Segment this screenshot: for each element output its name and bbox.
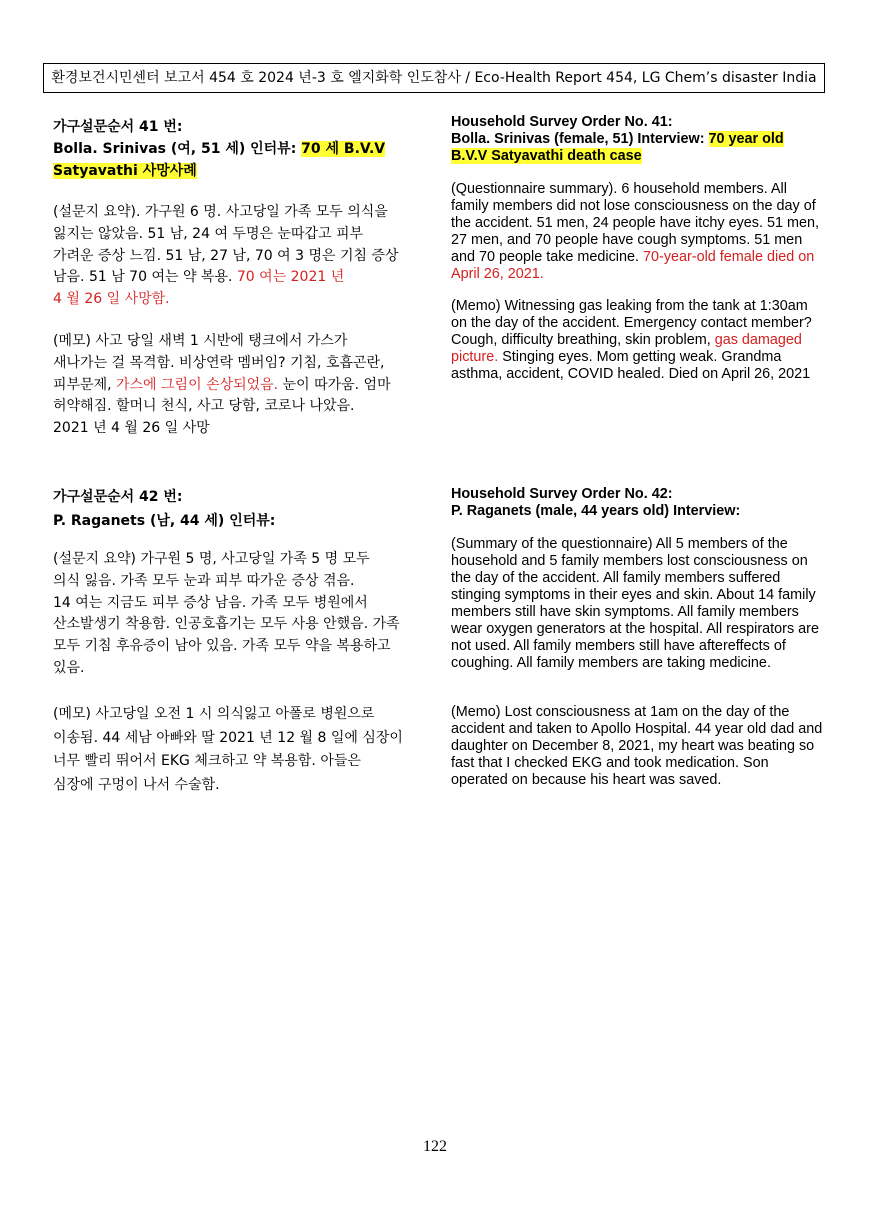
case41-ko-title-line3 bbox=[53, 160, 423, 182]
case42-ko-summary-line: 14 여는 지금도 피부 증상 남음. 가족 모두 병원에서 bbox=[53, 594, 368, 611]
case41-en-memo-text: (Memo) Witnessing gas leaking from the tank at 1:30am on the day of the accident. Emergency contact member? Cough, difficulty breathing, skin problem, bbox=[451, 298, 812, 348]
case41-korean-summary bbox=[53, 202, 423, 311]
case42-english-memo bbox=[451, 704, 823, 789]
case42-english-title bbox=[451, 486, 823, 520]
case41-en-death-note: 70-year-old female died on April 26, 2021. bbox=[451, 249, 815, 282]
case41-ko-memo-text: 눈이 따가움. 엄마 bbox=[278, 376, 391, 393]
case42-en-memo: (Memo) Lost consciousness at 1am on the day of the accident and taken to Apollo Hospital. 44 year old dad and daughter on December 8, 2021, my heart was beating so fast that I checked EKG and took medication. Son operated on because his heart was saved. bbox=[451, 704, 823, 788]
case41-ko-title-line1: 가구설문순서 41 번: bbox=[53, 119, 183, 135]
case42-ko-summary-line: (설문지 요약) 가구원 5 명, 사고당일 가족 5 명 모두 bbox=[53, 551, 370, 567]
case41-ko-summary-line bbox=[53, 267, 423, 289]
case42-ko-memo-line: 심장에 구멍이 나서 수술함. bbox=[53, 776, 220, 793]
case41-ko-summary-line: 가려운 증상 느낌. 51 남, 27 남, 70 여 3 명은 기침 증상 bbox=[53, 247, 399, 264]
case42-en-title-line2: P. Raganets (male, 44 years old) Interview: bbox=[451, 503, 741, 519]
case41-ko-memo-line: 새나가는 걸 목격함. 비상연락 멤버임? 기침, 호흡곤란, bbox=[53, 354, 385, 371]
case42-ko-summary-line: 의식 잃음. 가족 모두 눈과 피부 따가운 증상 겪음. bbox=[53, 572, 355, 589]
report-header-text: 환경보건시민센터 보고서 454 호 2024 년-3 호 엘지화학 인도참사 / Eco-Health Report 454, LG Chem’s disaster India bbox=[51, 70, 817, 86]
report-header bbox=[43, 63, 825, 93]
case41-en-title-line1: Household Survey Order No. 41: bbox=[451, 114, 673, 130]
case41-ko-highlight-b: Satyavathi 사망사례 bbox=[53, 163, 197, 179]
case42-english-summary bbox=[451, 536, 823, 672]
case41-korean-memo bbox=[53, 331, 423, 440]
case42-ko-memo-line: 이송됨. 44 세남 아빠와 딸 2021 년 12 월 8 일에 심장이 bbox=[53, 729, 403, 746]
case42-korean-title bbox=[53, 485, 423, 533]
case42-ko-title-line2: P. Raganets (남, 44 세) 인터뷰: bbox=[53, 513, 276, 529]
case41-ko-memo-line: 2021 년 4 월 26 일 사망 bbox=[53, 420, 210, 437]
case41-en-memo-text: Stinging eyes. Mom getting weak. Grandma asthma, accident, COVID healed. Died on April 26, 2021 bbox=[451, 349, 811, 382]
case41-ko-summary-line: (설문지 요약). 가구원 6 명. 사고당일 가족 모두 의식을 bbox=[53, 204, 388, 220]
case41-ko-memo-line: 허약해짐. 할머니 천식, 사고 당함, 코로나 나았음. bbox=[53, 398, 355, 415]
case41-en-highlight-a: 70 year old bbox=[708, 131, 784, 147]
case41-ko-respondent: Bolla. Srinivas (여, 51 세) 인터뷰: bbox=[53, 141, 302, 157]
case41-english-title bbox=[451, 114, 823, 165]
case41-ko-death-note: 70 여는 2021 년 bbox=[236, 269, 345, 286]
case41-en-memo-red: gas damaged picture. bbox=[451, 332, 802, 365]
case41-en-summary-text: (Questionnaire summary). 6 household members. All family members did not lose consciousness on the day of the accident. 51 men, 24 people have itchy eyes. 51 men, 27 men, and 70 people have cough symptoms. 51 men and 70 people take medicine. bbox=[451, 181, 819, 265]
case42-ko-memo-line: (메모) 사고당일 오전 1 시 의식잃고 아폴로 병원으로 bbox=[53, 706, 375, 722]
case41-en-summary bbox=[451, 181, 823, 283]
case41-ko-memo-line: (메모) 사고 당일 새벽 1 시반에 탱크에서 가스가 bbox=[53, 333, 348, 349]
case41-ko-memo-line bbox=[53, 375, 423, 397]
case42-ko-summary-line: 산소발생기 착용함. 인공호흡기는 모두 사용 안했음. 가족 bbox=[53, 616, 400, 633]
case41-en-respondent: Bolla. Srinivas (female, 51) Interview: bbox=[451, 131, 709, 147]
case41-en-title-line2 bbox=[451, 131, 823, 148]
case42-ko-title-line1: 가구설문순서 42 번: bbox=[53, 489, 183, 505]
case42-ko-summary-line: 모두 기침 후유증이 남아 있음. 가족 모두 약을 복용하고 bbox=[53, 638, 391, 655]
case41-en-memo bbox=[451, 298, 823, 383]
case41-ko-memo-text: 피부문제, bbox=[53, 376, 116, 393]
case41-ko-death-date: 4 월 26 일 사망함. bbox=[53, 291, 170, 308]
case41-ko-summary-line: 잃지는 않았음. 51 남, 24 여 두명은 눈따갑고 피부 bbox=[53, 225, 364, 242]
case41-english-summary bbox=[451, 181, 823, 283]
case41-ko-memo-red: 가스에 그림이 손상되었음. bbox=[116, 376, 279, 393]
case42-ko-memo-line: 너무 빨리 뛰어서 EKG 체크하고 약 복용함. 아들은 bbox=[53, 753, 361, 769]
case42-en-summary: (Summary of the questionnaire) All 5 members of the household and 5 family members lost consciousness on the day of the accident. All family members suffered stinging symptoms in their eyes and skin. About 14 family members still have skin symptoms. All family members wear oxygen generators at the hospital. All respirators are not used. All family members still have aftereffects of coughing. All family members are taking medicine. bbox=[451, 536, 819, 671]
case41-ko-title-line2 bbox=[53, 138, 423, 160]
case42-en-title-line1: Household Survey Order No. 42: bbox=[451, 486, 673, 502]
case41-ko-summary-text: 남음. 51 남 70 여는 약 복용. bbox=[53, 269, 237, 286]
case41-ko-highlight-a: 70 세 B.V.V bbox=[301, 141, 386, 157]
page-number: 122 bbox=[423, 1138, 447, 1155]
case42-korean-summary bbox=[53, 549, 423, 680]
case41-english-memo bbox=[451, 298, 823, 383]
case41-en-highlight-b: B.V.V Satyavathi death case bbox=[451, 148, 642, 164]
case42-ko-summary-line: 있음. bbox=[53, 659, 85, 676]
case41-korean-title bbox=[53, 116, 423, 182]
case42-korean-memo bbox=[53, 703, 423, 797]
case41-en-title-line3 bbox=[451, 148, 823, 165]
